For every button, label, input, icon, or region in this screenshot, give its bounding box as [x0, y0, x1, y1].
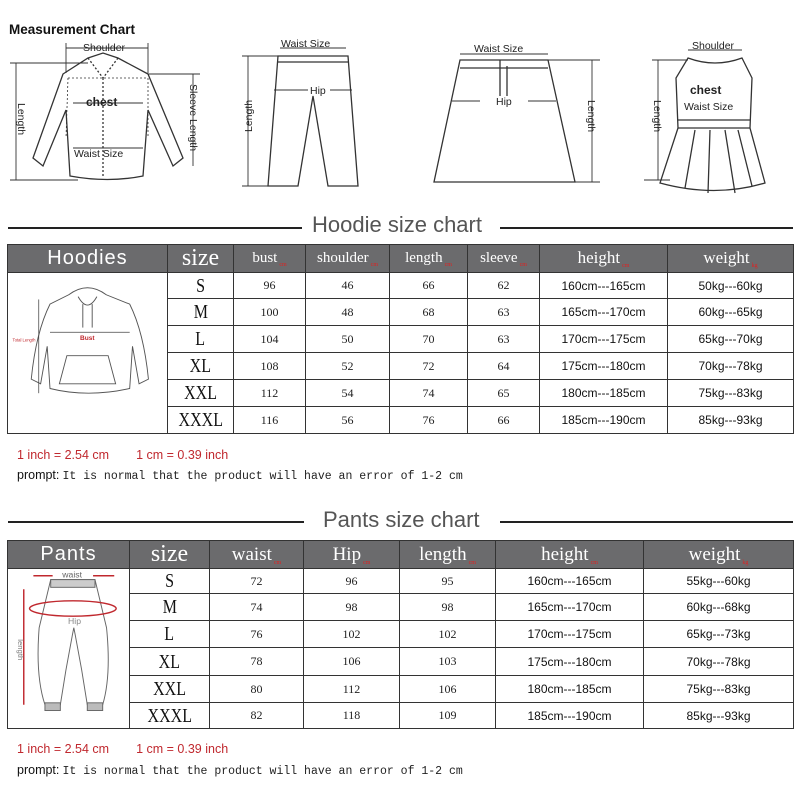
- waist-value: 78: [210, 648, 304, 676]
- pants-waist-label: Waist Size: [281, 38, 331, 50]
- weight-value: 75kg---83kg: [644, 676, 794, 703]
- height-value: 170cm---175cm: [540, 326, 668, 353]
- dress-diagram: [640, 38, 790, 198]
- hip-value: 106: [304, 648, 400, 676]
- sleeve-value: 63: [468, 326, 540, 353]
- header-size: size: [168, 245, 234, 273]
- length-value: 102: [400, 621, 496, 648]
- header-size: size: [130, 541, 210, 569]
- skirt-hip-label: Hip: [496, 96, 512, 108]
- weight-value: 50kg---60kg: [668, 273, 794, 299]
- bust-value: 100: [234, 299, 306, 326]
- sleeve-value: 65: [468, 380, 540, 407]
- dress-chest-label: chest: [690, 83, 722, 97]
- bust-value: 112: [234, 380, 306, 407]
- shoulder-value: 56: [306, 407, 390, 434]
- height-value: 170cm---175cm: [496, 621, 644, 648]
- bust-value: 104: [234, 326, 306, 353]
- dress-shoulder-label: Shoulder: [692, 40, 735, 52]
- table-row: [8, 569, 794, 594]
- hoodie-size-table: [7, 244, 794, 434]
- pants-waist-label: waist: [61, 569, 82, 580]
- shirt-length-label: Length: [15, 103, 27, 136]
- sleeve-value: 64: [468, 353, 540, 380]
- header-height: height $_{cm}$: [496, 541, 644, 569]
- header-height: height $_{cm}$: [540, 245, 668, 273]
- pants-length-label: length: [15, 638, 25, 660]
- hip-value: 112: [304, 676, 400, 703]
- waist-value: 76: [210, 621, 304, 648]
- bust-value: 116: [234, 407, 306, 434]
- hoodie-image-cell: [8, 273, 168, 434]
- skirt-length-label: Length: [585, 100, 597, 133]
- length-value: 98: [400, 594, 496, 621]
- shoulder-value: 46: [306, 273, 390, 299]
- header-weight: weight $_{kg}$: [668, 245, 794, 273]
- sleeve-value: 62: [468, 273, 540, 299]
- length-value: 95: [400, 569, 496, 594]
- weight-value: 85kg---93kg: [668, 407, 794, 434]
- hoodie-bust-label: Bust: [80, 334, 95, 342]
- sleeve-value: 66: [468, 407, 540, 434]
- size-value: L: [195, 328, 206, 350]
- shirt-waist-label: Waist Size: [74, 148, 124, 160]
- hoodie-brand-header: Hoodies: [8, 245, 168, 273]
- skirt-icon: [430, 38, 610, 198]
- pants-length-label: Length: [243, 99, 255, 132]
- measurement-chart-title: Measurement Chart: [9, 22, 136, 37]
- title-divider-right: [500, 521, 793, 523]
- hip-value: 102: [304, 621, 400, 648]
- weight-value: 85kg---93kg: [644, 703, 794, 729]
- hoodie-prompt-note: prompt: It is normal that the product will have an error of 1-2 cm: [17, 468, 463, 483]
- height-value: 165cm---170cm: [540, 299, 668, 326]
- length-value: 72: [390, 353, 468, 380]
- hip-value: 118: [304, 703, 400, 729]
- hoodie-section-title: [0, 212, 800, 242]
- dress-icon: [640, 38, 790, 198]
- sleeve-value: 63: [468, 299, 540, 326]
- length-value: 66: [390, 273, 468, 299]
- weight-value: 55kg---60kg: [644, 569, 794, 594]
- length-value: 103: [400, 648, 496, 676]
- length-value: 74: [390, 380, 468, 407]
- header-hip: Hip $_{cm}$: [304, 541, 400, 569]
- hoodie-length-label: Total Length: [12, 337, 36, 343]
- pants-hip-label: Hip: [67, 615, 81, 626]
- waist-value: 80: [210, 676, 304, 703]
- bust-value: 108: [234, 353, 306, 380]
- pants-icon: [10, 570, 128, 724]
- pants-brand-header: Pants: [8, 541, 130, 569]
- height-value: 175cm---180cm: [540, 353, 668, 380]
- height-value: 160cm---165cm: [540, 273, 668, 299]
- header-waist: waist $_{cm}$: [210, 541, 304, 569]
- pants-conversion-note: 1 inch = 2.54 cm 1 cm = 0.39 inch: [17, 742, 229, 756]
- pants-diagram: [238, 38, 368, 198]
- length-value: 76: [390, 407, 468, 434]
- hip-value: 96: [304, 569, 400, 594]
- shirt-icon: [8, 38, 208, 198]
- pants-size-table: [7, 540, 794, 729]
- size-value: XXXL: [147, 704, 192, 727]
- pants-section-title-text: Pants size chart: [323, 507, 480, 532]
- pants-image-cell: [8, 569, 130, 729]
- size-value: XXL: [153, 678, 186, 700]
- height-value: 165cm---170cm: [496, 594, 644, 621]
- height-value: 180cm---185cm: [496, 676, 644, 703]
- size-value: XXXL: [178, 409, 223, 431]
- header-length: length $_{cm}$: [390, 245, 468, 273]
- shirt-shoulder-label: Shoulder: [83, 42, 126, 54]
- size-value: S: [165, 570, 174, 592]
- header-sleeve: sleeve $_{cm}$: [468, 245, 540, 273]
- size-value: XL: [189, 355, 212, 377]
- height-value: 185cm---190cm: [496, 703, 644, 729]
- hoodie-section-title-text: Hoodie size chart: [312, 212, 482, 237]
- shoulder-value: 50: [306, 326, 390, 353]
- skirt-waist-label: Waist Size: [474, 43, 524, 55]
- height-value: 160cm---165cm: [496, 569, 644, 594]
- bust-value: 96: [234, 273, 306, 299]
- size-value: M: [193, 301, 208, 323]
- hoodie-icon: [10, 276, 165, 426]
- size-value: M: [162, 596, 177, 618]
- size-value: S: [196, 274, 205, 297]
- header-length: length $_{cm}$: [400, 541, 496, 569]
- weight-value: 65kg---73kg: [644, 621, 794, 648]
- height-value: 185cm---190cm: [540, 407, 668, 434]
- hoodie-header-row: [8, 245, 794, 273]
- hip-value: 98: [304, 594, 400, 621]
- weight-value: 75kg---83kg: [668, 380, 794, 407]
- waist-value: 72: [210, 569, 304, 594]
- pants-header-row: [8, 541, 794, 569]
- length-value: 109: [400, 703, 496, 729]
- waist-value: 74: [210, 594, 304, 621]
- size-value: XL: [158, 650, 181, 673]
- shirt-chest-label: chest: [86, 95, 118, 109]
- shoulder-value: 54: [306, 380, 390, 407]
- title-divider-left: [8, 227, 302, 229]
- pants-icon: [238, 38, 368, 198]
- weight-value: 60kg---65kg: [668, 299, 794, 326]
- length-value: 70: [390, 326, 468, 353]
- skirt-diagram: [430, 38, 610, 198]
- shoulder-value: 48: [306, 299, 390, 326]
- height-value: 180cm---185cm: [540, 380, 668, 407]
- title-divider-right: [500, 227, 793, 229]
- hoodie-conversion-note: 1 inch = 2.54 cm 1 cm = 0.39 inch: [17, 448, 229, 462]
- height-value: 175cm---180cm: [496, 648, 644, 676]
- pants-section-title: [0, 507, 800, 537]
- length-value: 68: [390, 299, 468, 326]
- header-weight: weight $_{kg}$: [644, 541, 794, 569]
- size-value: L: [164, 623, 175, 645]
- shoulder-value: 52: [306, 353, 390, 380]
- weight-value: 60kg---68kg: [644, 594, 794, 621]
- length-value: 106: [400, 676, 496, 703]
- shirt-diagram: [8, 38, 208, 198]
- size-value: XXL: [184, 382, 217, 404]
- header-shoulder: shoulder $_{cm}$: [306, 245, 390, 273]
- pants-prompt-note: prompt: It is normal that the product will have an error of 1-2 cm: [17, 763, 463, 778]
- dress-length-label: Length: [651, 100, 663, 133]
- table-row: [8, 273, 794, 299]
- dress-waist-label: Waist Size: [684, 101, 734, 113]
- pants-hip-label: Hip: [310, 85, 326, 97]
- waist-value: 82: [210, 703, 304, 729]
- title-divider-left: [8, 521, 304, 523]
- weight-value: 70kg---78kg: [644, 648, 794, 676]
- header-bust: bust $_{cm}$: [234, 245, 306, 273]
- shirt-sleeve-label: Sleeve Length: [187, 84, 199, 152]
- weight-value: 65kg---70kg: [668, 326, 794, 353]
- weight-value: 70kg---78kg: [668, 353, 794, 380]
